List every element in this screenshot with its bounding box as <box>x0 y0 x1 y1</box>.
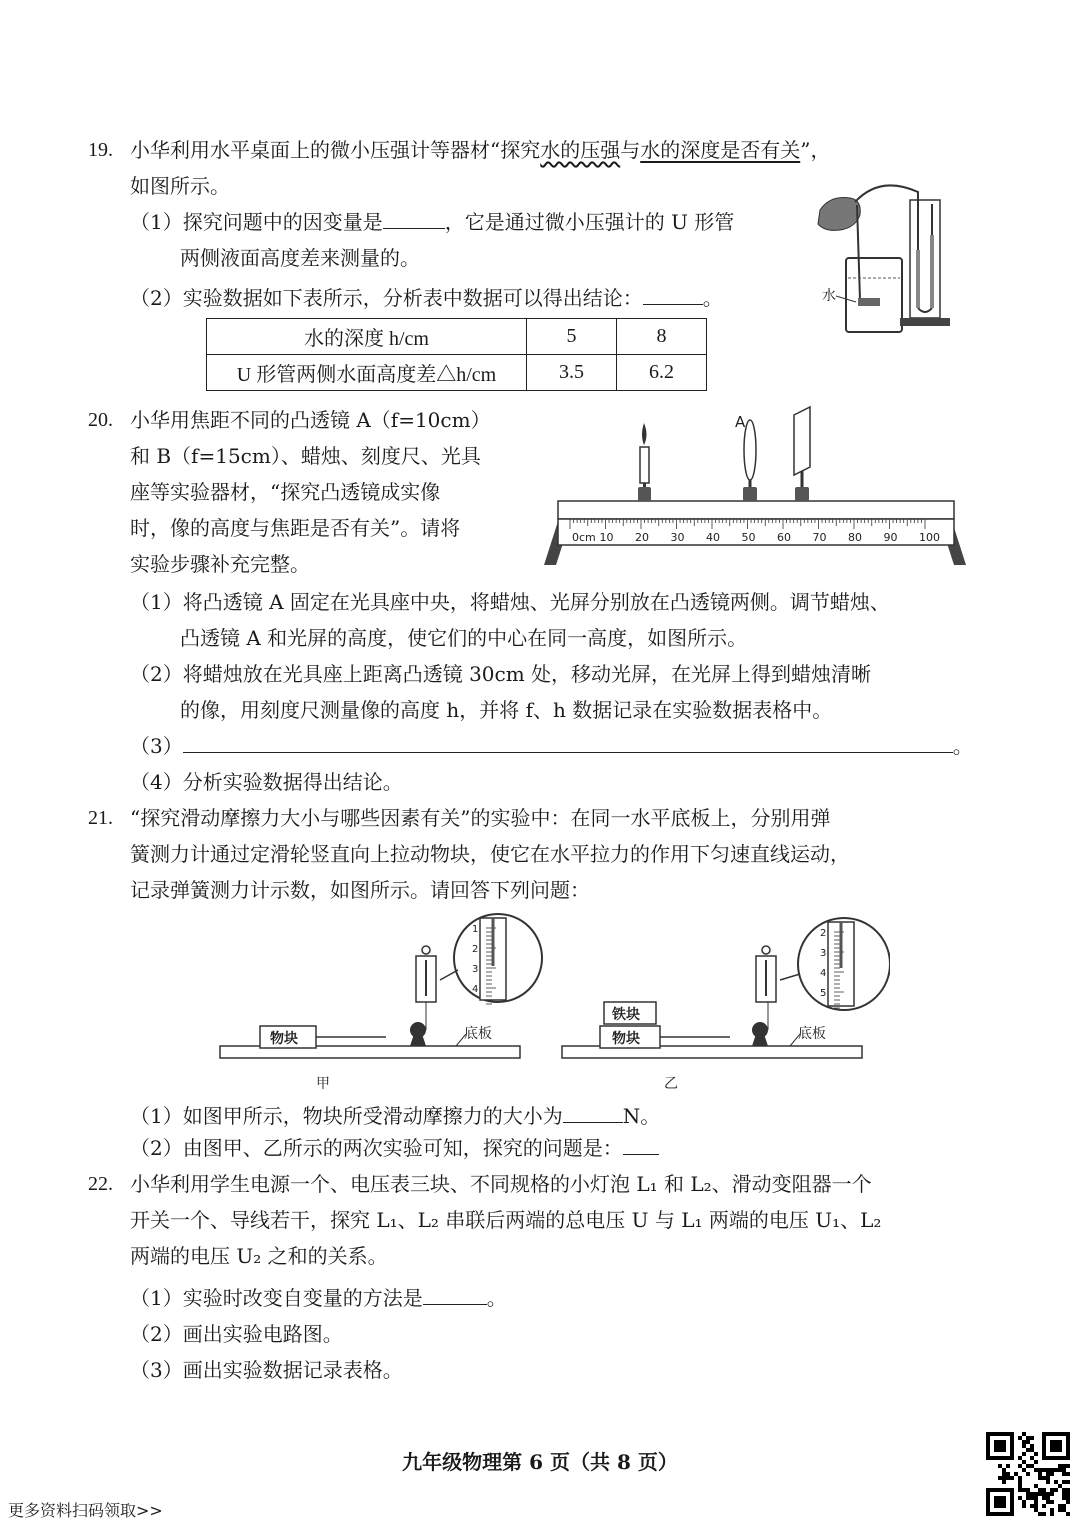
light-screen <box>794 407 810 501</box>
hand-icon <box>818 198 860 231</box>
bench-tick-label: 30 <box>670 531 685 544</box>
q19-part2: （2）实验数据如下表所示，分析表中数据可以得出结论： 。 <box>130 286 723 310</box>
q22-line2: 开关一个、导线若干，探究 L₁、L₂ 串联后两端的总电压 U 与 L₁ 两端的电压 U₁、L₂ <box>130 1208 882 1232</box>
q20-step4: （4）分析实验数据得出结论。 <box>130 770 403 794</box>
q22-part3: （3）画出实验数据记录表格。 <box>130 1358 403 1382</box>
q21-line1: “探究滑动摩擦力大小与哪些因素有关”的实验中：在同一水平底板上，分别用弹 <box>130 806 831 830</box>
scale-tick-label: 4 <box>472 984 479 995</box>
q21-number: 21. <box>88 807 113 829</box>
q20-step2-cont: 的像，用刻度尺测量像的高度 h，并将 f、h 数据记录在实验数据表格中。 <box>180 698 833 722</box>
q22-line1: 小华利用学生电源一个、电压表三块、不同规格的小灯泡 L₁ 和 L₂、滑动变阻器一个 <box>130 1172 872 1196</box>
bench-tick-label: 0cm <box>572 531 596 544</box>
scale-tick-label: 2 <box>820 928 827 939</box>
svg-text:底板: 底板 <box>798 1026 826 1042</box>
q20-step1: （1）将凸透镜 A 固定在光具座中央，将蜡烛、光屏分别放在凸透镜两侧。调节蜡烛、 <box>130 590 890 614</box>
q19-data-table <box>206 318 707 391</box>
lens-a <box>735 413 757 501</box>
svg-text:水: 水 <box>822 288 836 304</box>
probe <box>858 298 880 306</box>
q20-line5: 实验步骤补充完整。 <box>130 552 310 576</box>
bench-tick-label: 20 <box>635 531 649 544</box>
scale-tick-label: 1 <box>472 924 479 935</box>
svg-text:甲: 甲 <box>316 1076 330 1092</box>
scale-tick-label: 3 <box>472 964 479 975</box>
q19-line1: 小华利用水平桌面上的微小压强计等器材“探究水的压强与水的深度是否有关”， <box>130 138 831 162</box>
q19-number: 19. <box>88 139 113 161</box>
q19-pressure-gauge-figure <box>800 180 970 340</box>
q20-step2: （2）将蜡烛放在光具座上距离凸透镜 30cm 处，移动光屏，在光屏上得到蜡烛清晰 <box>130 662 872 686</box>
svg-text:A: A <box>735 413 746 431</box>
q22-line3: 两端的电压 U₂ 之和的关系。 <box>130 1244 388 1268</box>
q22-part1: （1）实验时改变自变量的方法是 。 <box>130 1286 507 1310</box>
bench-tick-label: 60 <box>777 531 791 544</box>
scale-tick-label: 4 <box>820 968 827 979</box>
q20-line3: 座等实验器材，“探究凸透镜成实像 <box>130 480 441 504</box>
scale-tick-label: 3 <box>820 948 827 959</box>
svg-text:底板: 底板 <box>464 1026 492 1042</box>
bench-tick-label: 90 <box>883 531 898 544</box>
q21-blank1[interactable] <box>563 1103 623 1123</box>
bench-tick-label: 50 <box>741 531 756 544</box>
q19-part1-cont: 两侧液面高度差来测量的。 <box>180 246 420 270</box>
qr-code-icon[interactable] <box>986 1432 1070 1516</box>
q21-figure-yi <box>560 908 890 1098</box>
svg-text:乙: 乙 <box>664 1076 678 1092</box>
bench-tick-label: 40 <box>706 531 720 544</box>
q21-part2: （2）由图甲、乙所示的两次实验可知，探究的问题是： <box>130 1134 659 1162</box>
page-footer: 九年级物理第 6 页（共 8 页） <box>402 1450 678 1474</box>
q22-number: 22. <box>88 1173 113 1195</box>
q20-optical-bench-figure <box>540 405 970 575</box>
bench-tick-label: 10 <box>599 531 614 544</box>
bench-tick-label: 80 <box>848 531 862 544</box>
q20-line1: 小华用焦距不同的凸透镜 A（f=10cm） <box>130 408 491 432</box>
q21-blank2[interactable] <box>623 1135 659 1155</box>
q22-part2: （2）画出实验电路图。 <box>130 1322 343 1346</box>
bench-tick-label: 70 <box>812 531 827 544</box>
candle <box>638 423 651 501</box>
table-row: U 形管两侧水面高度差△h/cm 3.5 6.2 <box>207 355 707 391</box>
q20-step3: （3） 。 <box>130 734 973 758</box>
bench-tick-label: 100 <box>919 531 940 544</box>
q19-blank1[interactable] <box>383 209 445 229</box>
q20-blank3[interactable] <box>183 733 953 753</box>
svg-text:物块: 物块 <box>612 1031 640 1047</box>
scale-tick-label: 2 <box>472 944 479 955</box>
q20-number: 20. <box>88 409 113 431</box>
q21-part1: （1）如图甲所示，物块所受滑动摩擦力的大小为 N。 <box>130 1104 661 1128</box>
q19-blank2[interactable] <box>643 285 703 305</box>
q22-blank1[interactable] <box>423 1285 487 1305</box>
table-row: 水的深度 h/cm 5 8 <box>207 319 707 355</box>
q20-line4: 时，像的高度与焦距是否有关”。请将 <box>130 516 461 540</box>
q21-line3: 记录弹簧测力计示数，如图所示。请回答下列问题： <box>130 878 590 902</box>
q21-figure-jia <box>218 908 548 1098</box>
q21-line2: 簧测力计通过定滑轮竖直向上拉动物块，使它在水平拉力的作用下匀速直线运动， <box>130 842 850 866</box>
q19-part1: （1）探究问题中的因变量是 ，它是通过微小压强计的 U 形管 <box>130 210 735 234</box>
q20-line2: 和 B（f=15cm）、蜡烛、刻度尺、光具 <box>130 444 481 468</box>
promo-text[interactable]: 更多资料扫码领取>> <box>8 1501 163 1520</box>
q20-step1-cont: 凸透镜 A 和光屏的高度，使它们的中心在同一高度，如图所示。 <box>180 626 748 650</box>
svg-text:物块: 物块 <box>270 1031 298 1047</box>
scale-tick-label: 5 <box>820 988 827 999</box>
beaker <box>846 258 902 332</box>
svg-text:铁块: 铁块 <box>612 1007 640 1023</box>
q19-line2: 如图所示。 <box>130 174 230 198</box>
